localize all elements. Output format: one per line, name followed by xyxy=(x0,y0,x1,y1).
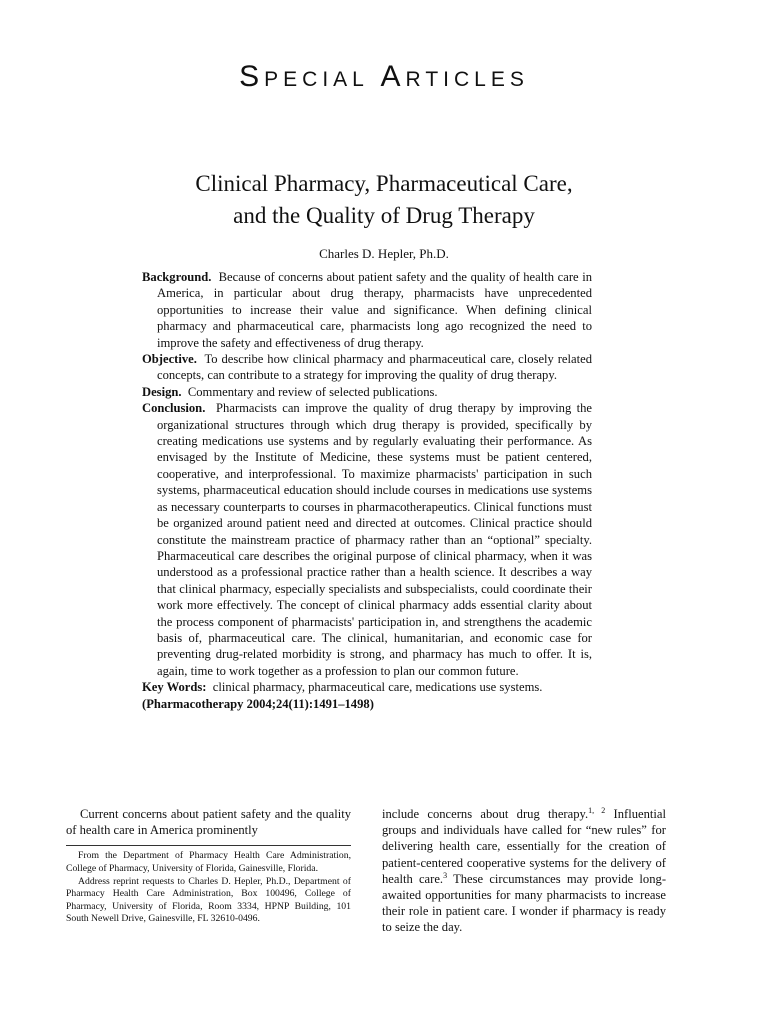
author-name: Charles D. Hepler, Ph.D. xyxy=(319,246,449,261)
keywords-text: clinical pharmacy, pharmaceutical care, medications use systems. xyxy=(212,680,543,695)
objective-text: To describe how clinical pharmacy and pharmaceutical care, closely related concepts, can contribute to a strategy for improving the quality of drug therapy. xyxy=(157,352,592,383)
footnote-reprint-address: Address reprint requests to Charles D. Hepler, Ph.D., Department of Pharmacy Health Care Administration, Box 100496, College of Pharmacy, University of Florida, Room 3334, HPNP Building, 101 South Newell Drive, Gainesville, FL 32610-0496. xyxy=(66,875,351,925)
footnote-affiliation: From the Department of Pharmacy Health Care Administration, College of Pharmacy, University of Florida, Gainesville, Florida. xyxy=(66,850,351,874)
footnote-divider xyxy=(66,845,351,846)
conclusion-label: Conclusion. xyxy=(142,401,206,416)
article-title-line-2: and the Quality of Drug Therapy xyxy=(233,203,535,228)
design-text: Commentary and review of selected publications. xyxy=(187,384,438,399)
left-column xyxy=(66,806,351,926)
body-paragraph-left: Current concerns about patient safety and the quality of health care in America prominently xyxy=(66,807,351,838)
body-right-text-3: These circumstances may provide long-awaited opportunities for many pharmacists to increase their role in patient care. I wonder if pharmacy is ready to seize the day. xyxy=(382,871,667,935)
abstract xyxy=(142,269,592,712)
abstract-conclusion xyxy=(142,400,592,679)
background-label: Background. xyxy=(142,270,212,284)
section-heading: Special Articles xyxy=(239,60,529,93)
right-column xyxy=(382,806,666,936)
abstract-design xyxy=(142,384,592,400)
design-label: Design. xyxy=(142,384,182,399)
keywords-label: Key Words: xyxy=(142,680,207,695)
conclusion-text: Pharmacists can improve the quality of drug therapy by improving the organizational structures through which drug therapy is provided, specifically by creating medications use systems and by regularly evaluating their performance. As envisaged by the Institute of Medicine, these systems must be patient centered, cooperative, and interprofessional. To maximize pharmacists' participation in such systems, pharmaceutical education should include courses in medications use systems as necessary counterparts to courses in pharmacotherapeutics. Clinical functions must be organized around patient need and directed at outcomes. Clinical practice should constitute the mainstream practice of pharmacy rather than an “optional” specialty. Pharmaceutical care describes the original purpose of clinical pharmacy, when it was understood as a professional practice rather than a health science. It describes a way that clinical pharmacy, especially specialists and subspecialists, could coordinate their work more effectively. The concept of clinical pharmacy adds essential clarity about the process component of pharmacists' participation in, and strengthens the academic basis of, pharmaceutical care. The clinical, humanitarian, and economic case for preventing drug-related morbidity is strong, and pharmacy has much to offer. It is, again, time to work together as a profession to plan our common future. xyxy=(157,401,592,678)
article-title-line-1: Clinical Pharmacy, Pharmaceutical Care, xyxy=(195,171,573,196)
journal-citation: (Pharmacotherapy 2004;24(11):1491–1498) xyxy=(142,696,374,711)
background-text: Because of concerns about patient safety and the quality of health care in America, in particular about drug therapy, pharmacists have unprecedented opportunities to increase their value and significance. When defining clinical pharmacy and pharmaceutical care, pharmacists long ago recognized the need to improve the safety and effectiveness of drug therapy. xyxy=(157,270,593,350)
body-right-text-1: include concerns about drug therapy. xyxy=(382,807,589,821)
abstract-keywords xyxy=(142,679,592,695)
reference-superscript-1: 1, 2 xyxy=(588,805,606,815)
reference-superscript-2: 3 xyxy=(443,870,448,880)
body-right-text-2: Influential groups and individuals have called for “new rules” for delivering health care, essentially for the creation of patient-centered cooperative systems for the delivery of health care. xyxy=(382,807,667,886)
abstract-background xyxy=(142,269,592,351)
article-title xyxy=(100,168,668,232)
body-paragraph-right xyxy=(382,806,666,936)
objective-label: Objective. xyxy=(142,352,197,367)
abstract-objective xyxy=(142,351,592,384)
